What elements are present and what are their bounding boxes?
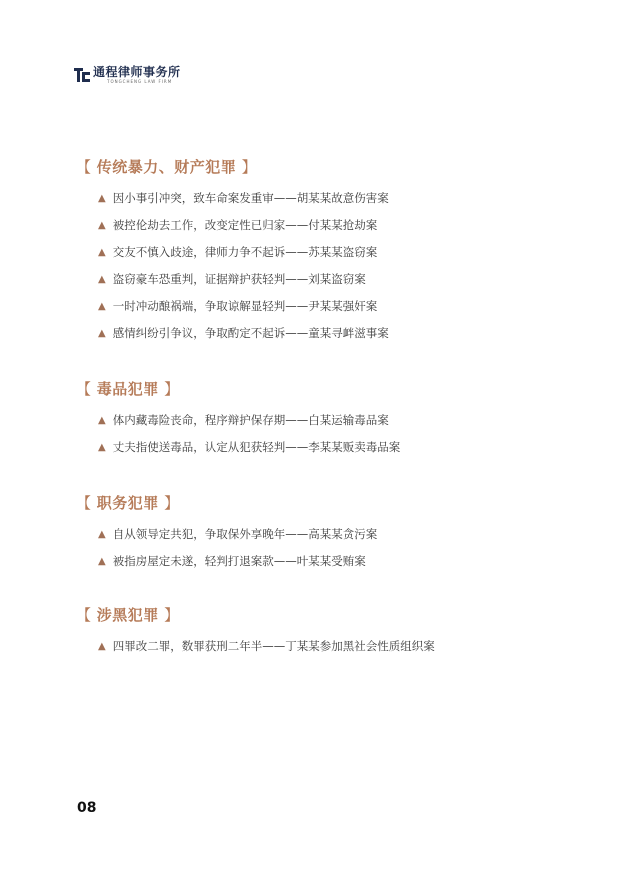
triangle-bullet-icon: ▲ (98, 193, 106, 204)
case-item: ▲ 一时冲动酿祸端，争取谅解显轻判——尹某某强奸案 (98, 293, 389, 320)
firm-logo (74, 66, 181, 85)
case-item: ▲ 被指房屋定未遂，轻判打退案款——叶某某受贿案 (98, 548, 377, 575)
section-title: 【 涉黑犯罪 】 (76, 606, 180, 624)
section-gang-crime (76, 605, 435, 660)
triangle-bullet-icon: ▲ (98, 301, 106, 312)
section-title: 【 职务犯罪 】 (76, 494, 180, 512)
case-item: ▲ 盗窃豪车恐重判，证据辩护获轻判——刘某盗窃案 (98, 266, 389, 293)
triangle-bullet-icon: ▲ (98, 442, 106, 453)
case-item: ▲ 感情纠纷引争议，争取酌定不起诉——童某寻衅滋事案 (98, 320, 389, 347)
case-item: ▲ 自从领导定共犯，争取保外享晚年——高某某贪污案 (98, 521, 377, 548)
triangle-bullet-icon: ▲ (98, 529, 106, 540)
case-item: ▲ 因小事引冲突，致车命案发重审——胡某某故意伤害案 (98, 185, 389, 212)
firm-name: 通程律师事务所 (93, 65, 181, 79)
page-number: 08 (77, 800, 97, 816)
triangle-bullet-icon: ▲ (98, 556, 106, 567)
section-title: 【 毒品犯罪 】 (76, 380, 180, 398)
case-item: ▲ 被控伦劫去工作，改变定性已归家——付某某抢劫案 (98, 212, 389, 239)
case-item: ▲ 交友不慎入歧途，律师力争不起诉——苏某某盗窃案 (98, 239, 389, 266)
triangle-bullet-icon: ▲ (98, 415, 106, 426)
section-title: 【 传统暴力、财产犯罪 】 (76, 158, 258, 176)
triangle-bullet-icon: ▲ (98, 247, 106, 258)
firm-name-en: TONGCHENG LAW FIRM (107, 79, 173, 84)
section-duty-crime (76, 493, 377, 575)
section-violent-property-crime (76, 157, 389, 347)
section-drug-crime (76, 379, 400, 461)
case-item: ▲ 四罪改二罪，数罪获刑二年半——丁某某参加黑社会性质组织案 (98, 633, 435, 660)
triangle-bullet-icon: ▲ (98, 328, 106, 339)
case-item: ▲ 体内藏毒险丧命，程序辩护保存期——白某运输毒品案 (98, 407, 400, 434)
triangle-bullet-icon: ▲ (98, 220, 106, 231)
triangle-bullet-icon: ▲ (98, 274, 106, 285)
case-item: ▲ 丈夫指使送毒品，认定从犯获轻判——李某某贩卖毒品案 (98, 434, 400, 461)
triangle-bullet-icon: ▲ (98, 641, 106, 652)
logo-mark-icon (74, 67, 90, 83)
